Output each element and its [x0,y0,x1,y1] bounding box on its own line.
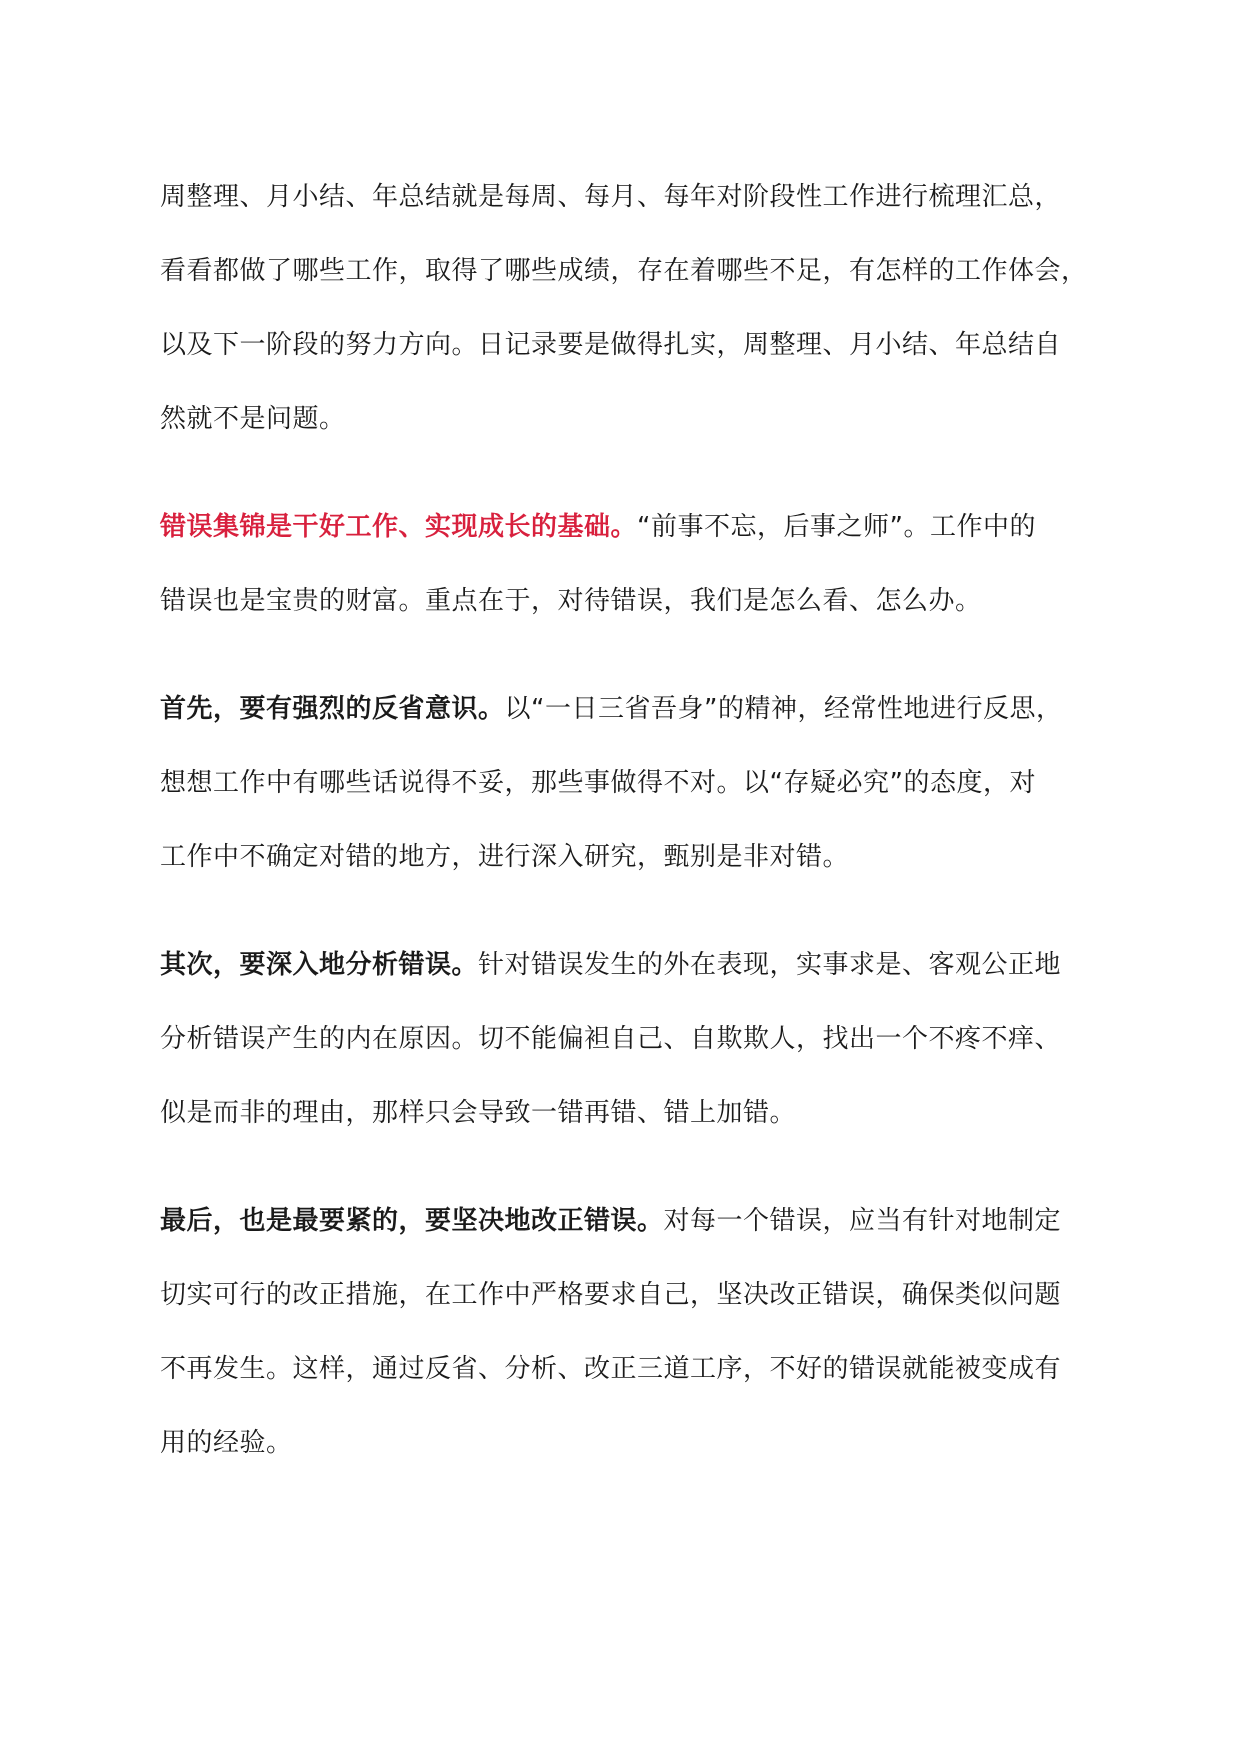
text-line: 似是而非的理由，那样只会导致一错再错、错上加错。 [160,1098,797,1128]
text-line: 错误也是宝贵的财富。重点在于，对待错误，我们是怎么看、怎么办。 [160,586,982,616]
text-line: 以及下一阶段的努力方向。日记录要是做得扎实，周整理、月小结、年总结自 [160,330,1062,360]
bold-heading: 其次，要深入地分析错误。 [160,950,479,980]
text-line: 用的经验。 [160,1428,293,1458]
highlighted-heading: 错误集锦是干好工作、实现成长的基础。 [160,512,638,542]
text-line: 工作中不确定对错的地方，进行深入研究，甄别是非对错。 [160,842,850,872]
bold-heading: 最后，也是最要紧的，要坚决地改正错误。 [160,1206,664,1236]
bold-heading: 首先，要有强烈的反省意识。 [160,694,505,724]
text-line [160,928,1110,1002]
text-line: 想想工作中有哪些话说得不妥，那些事做得不对。以“存疑必究”的态度，对 [160,768,1036,798]
text-line [160,672,1110,746]
text-line [160,490,1110,564]
text-line: 然就不是问题。 [160,404,346,434]
line-text: 针对错误发生的外在表现，实事求是、客观公正地 [478,950,1062,980]
text-line: 分析错误产生的内在原因。切不能偏袒自己、自欺欺人，找出一个不疼不痒、 [160,1024,1062,1054]
text-line: 看看都做了哪些工作，取得了哪些成绩，存在着哪些不足，有怎样的工作体会， [160,256,1088,286]
text-line [160,1184,1110,1258]
paragraph-reflection [160,672,1110,894]
paragraph-error-collection [160,490,1110,638]
line-text: 以“一日三省吾身”的精神，经常性地进行反思， [504,694,1063,724]
line-text: “前事不忘，后事之师”。工作中的 [637,512,1036,542]
text-line: 切实可行的改正措施，在工作中严格要求自己，坚决改正错误，确保类似问题 [160,1280,1062,1310]
document-page [160,160,1110,1480]
paragraph-analysis [160,928,1110,1150]
line-text: 对每一个错误，应当有针对地制定 [663,1206,1062,1236]
text-line: 周整理、月小结、年总结就是每周、每月、每年对阶段性工作进行梳理汇总， [160,182,1062,212]
paragraph-summary [160,160,1110,456]
text-line: 不再发生。这样，通过反省、分析、改正三道工序，不好的错误就能被变成有 [160,1354,1062,1384]
paragraph-correction [160,1184,1110,1480]
